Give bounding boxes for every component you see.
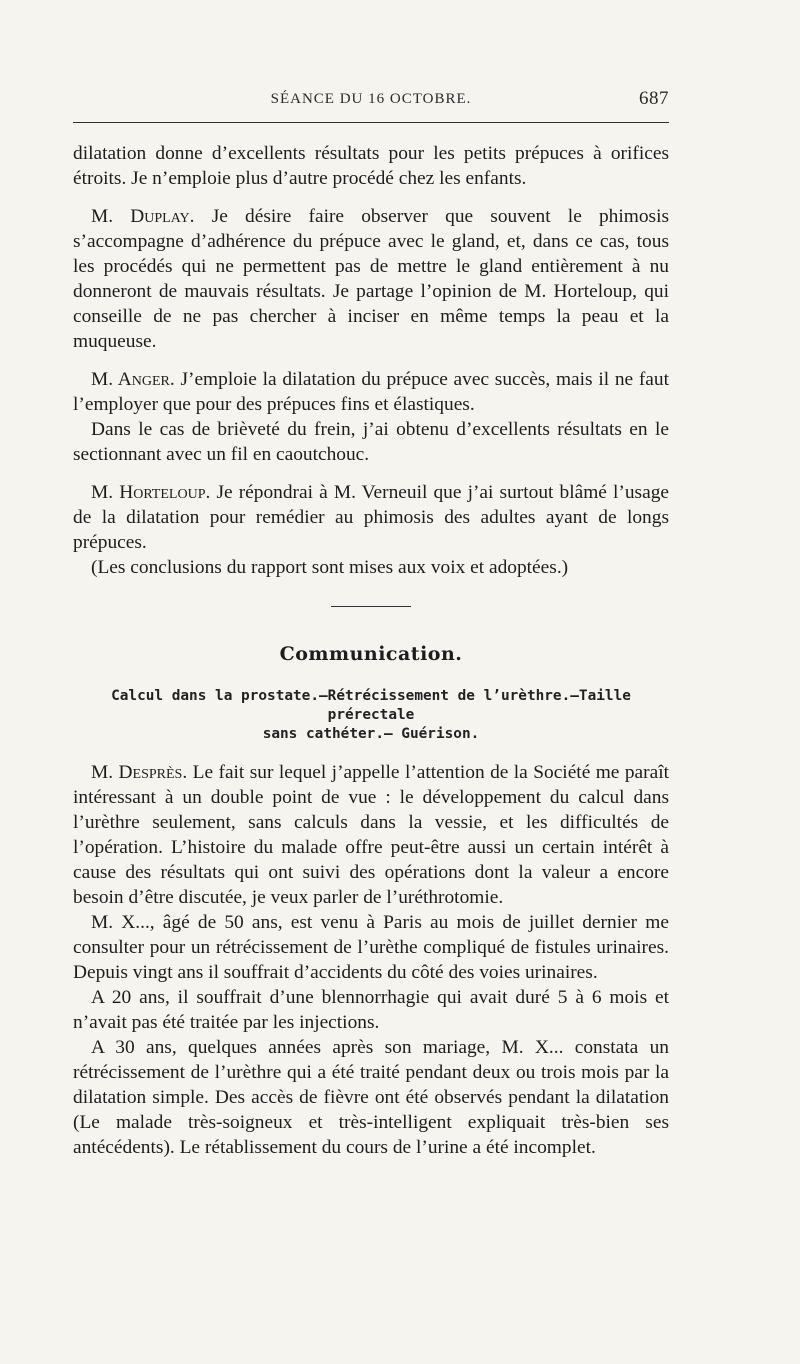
paragraph-age-30: [73, 1035, 669, 1160]
speaker-name: M. Duplay.: [91, 206, 195, 227]
paragraph-anger: [73, 367, 669, 417]
paragraph-duplay: [73, 204, 669, 354]
paragraph-text: (Les conclusions du rapport sont mises aux voix et adoptées.): [91, 557, 569, 578]
speaker-name: M. Desprès.: [91, 762, 188, 783]
document-page: [73, 84, 669, 1160]
paragraph-text: dilatation donne d’excellents résultats pour les petits prépuces à orifices étroits. Je n’emploie plus d’autre procédé chez les enfants.: [73, 143, 669, 189]
paragraph-conclusions: [73, 555, 669, 580]
header-rule: [73, 122, 669, 123]
paragraph-despres: [73, 760, 669, 910]
paragraph-text: Le fait sur lequel j’appelle l’attention de la Société me paraît intéressant à un double point de vue : le développement du calcul dans l’urèthre seulement, sans calculs dans la vessie, et les difficultés de l’opération. L’histoire du malade offre peut-être aussi un certain intérêt à cause des résultats qui ont suivi des opérations dont la valeur a encore besoin d’être discutée, je veux parler de l’uréthrotomie.: [73, 762, 669, 908]
paragraph-text: M. X..., âgé de 50 ans, est venu à Paris au mois de juillet dernier me consulter pour un rétrécissement de l’urèthe compliqué de fistules urinaires. Depuis vingt ans il souffrait d’accidents du côté des voies urinaires.: [73, 912, 669, 983]
paragraph-continuation: [73, 141, 669, 191]
speaker-name: M. Anger.: [91, 369, 175, 390]
subject-line: Calcul dans la prostate.—Rétrécissement de l’urèthre.—Taille prérectale: [111, 688, 631, 723]
paragraph-horteloup: [73, 480, 669, 555]
running-header: [73, 84, 669, 114]
page-number: 687: [639, 88, 669, 109]
paragraph-text: A 20 ans, il souffrait d’une blennorrhagie qui avait duré 5 à 6 mois et n’avait pas été traitée par les injections.: [73, 987, 669, 1033]
paragraph-text: Dans le cas de brièveté du frein, j’ai obtenu d’excellents résultats en le sectionnant avec un fil en caoutchouc.: [73, 419, 669, 465]
communication-subject: [73, 687, 669, 744]
section-divider: [331, 606, 411, 607]
speaker-name: M. Horteloup.: [91, 482, 211, 503]
paragraph-frein: [73, 417, 669, 467]
running-title: SÉANCE DU 16 OCTOBRE.: [270, 91, 472, 107]
subject-line: sans cathéter.— Guérison.: [262, 726, 480, 742]
paragraph-text: Je désire faire observer que souvent le phimosis s’accompagne d’adhérence du prépuce avec le gland, et, dans ce cas, tous les procédés qui ne permettent pas de mettre le gland entièrement à nu donneront de mauvais résultats. Je partage l’opinion de M. Horteloup, qui conseille de ne pas chercher à inciser en même temps la peau et la muqueuse.: [73, 206, 670, 352]
paragraph-text: A 30 ans, quelques années après son mariage, M. X... constata un rétrécissement de l’urèthre qui a été traité pendant deux ou trois mois par la dilatation simple. Des accès de fièvre ont été observés pendant la dilatation (Le malade très-soigneux et très-intelligent expliquait très-bien ses antécédents). Le rétablissement du cours de l’urine a été incomplet.: [73, 1037, 669, 1158]
paragraph-patient: [73, 910, 669, 985]
paragraph-text: J’emploie la dilatation du prépuce avec succès, mais il ne faut l’employer que pour des prépuces fins et élastiques.: [73, 369, 670, 415]
paragraph-age-20: [73, 985, 669, 1035]
section-title: Communication.: [279, 643, 463, 665]
paragraph-text: Je répondrai à M. Verneuil que j’ai surtout blâmé l’usage de la dilatation pour remédier au phimosis des adultes ayant de longs prépuces.: [73, 482, 670, 553]
